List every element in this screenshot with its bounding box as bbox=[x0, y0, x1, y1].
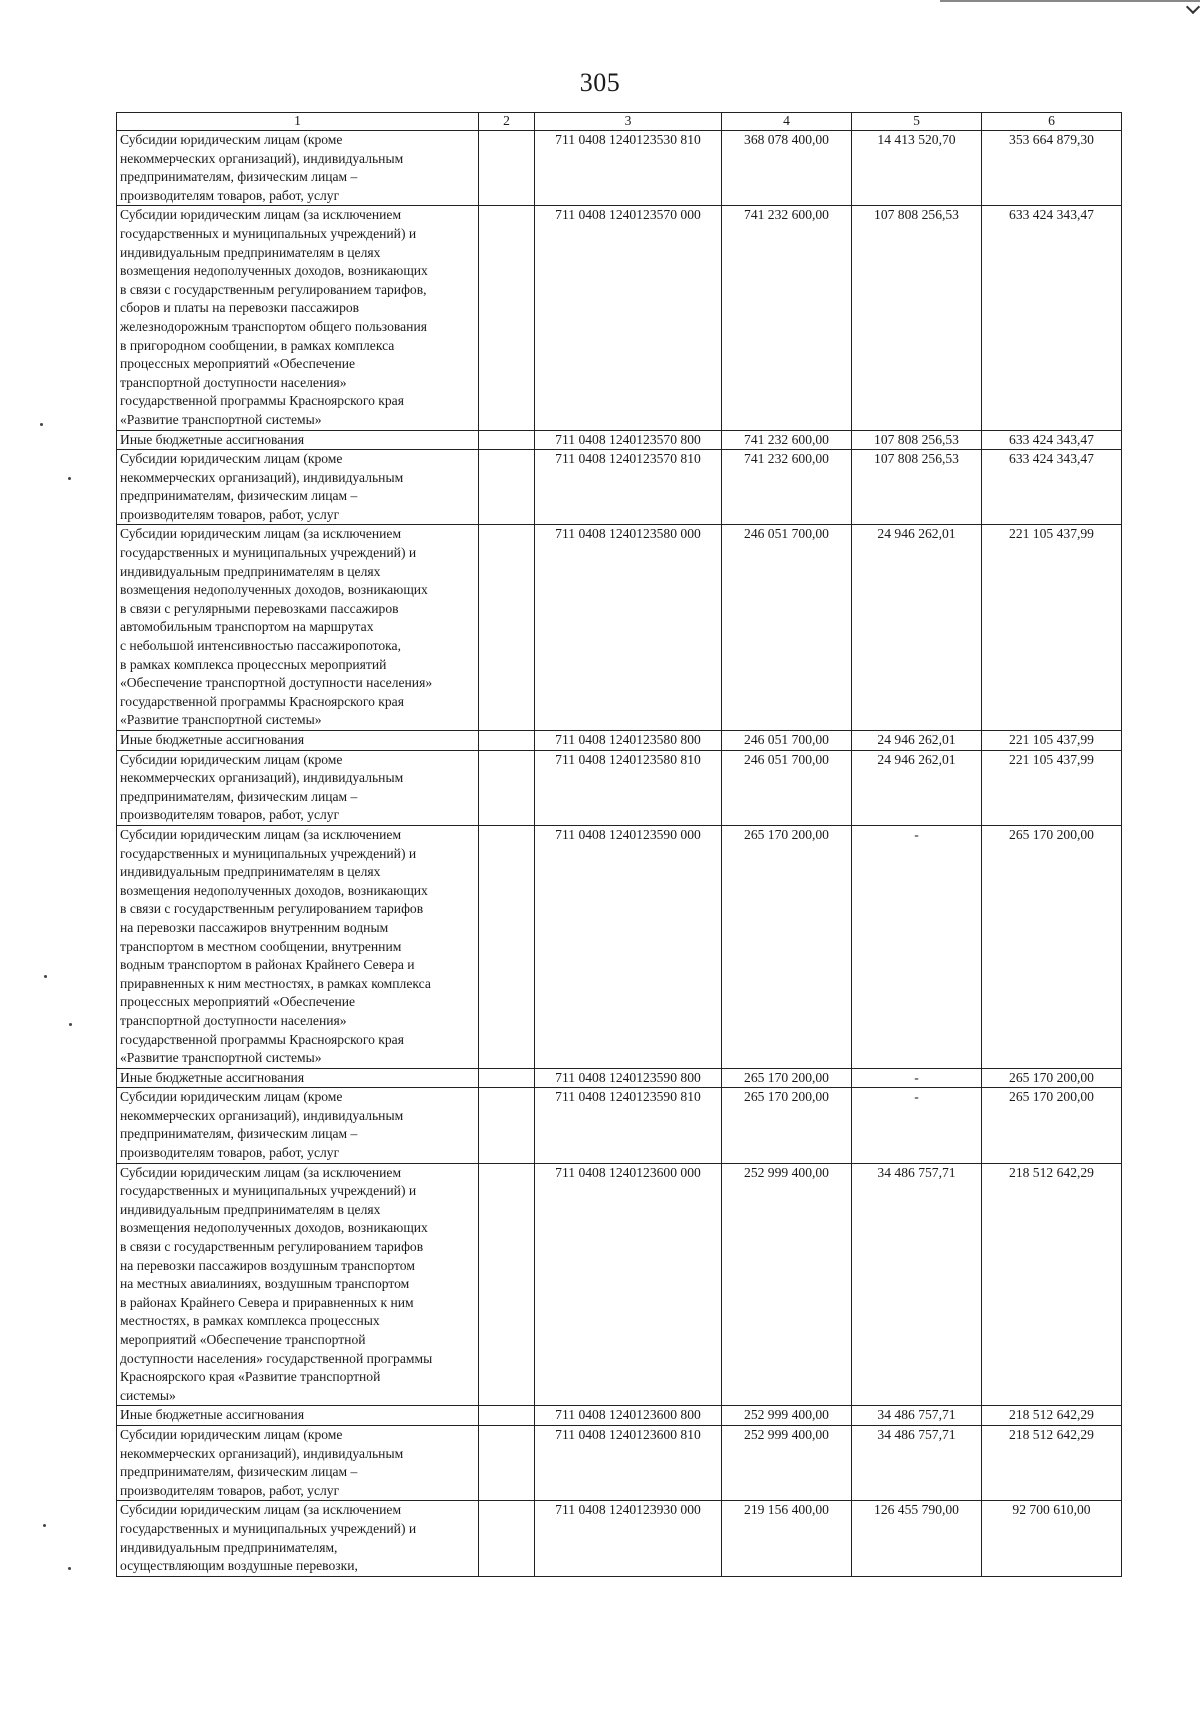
header-col-4: 4 bbox=[722, 113, 852, 131]
row-remaining-amount: 218 512 642,29 bbox=[982, 1425, 1122, 1500]
row-budget-code: 711 0408 1240123590 810 bbox=[535, 1088, 722, 1163]
scan-speck bbox=[44, 975, 47, 978]
description-line: некоммерческих организаций), индивидуальным bbox=[120, 770, 404, 786]
header-row bbox=[117, 113, 1122, 131]
description-line: транспортной доступности населения» bbox=[120, 374, 347, 390]
row-col-2 bbox=[479, 750, 535, 825]
row-col-2 bbox=[479, 1088, 535, 1163]
row-col-2 bbox=[479, 206, 535, 430]
row-approved-amount: 741 232 600,00 bbox=[722, 206, 852, 430]
description-line: процессных мероприятий «Обеспечение bbox=[120, 994, 356, 1010]
description-line: Субсидии юридическим лицам (кроме bbox=[120, 751, 343, 767]
row-remaining-amount: 265 170 200,00 bbox=[982, 825, 1122, 1068]
table-row bbox=[117, 1425, 1122, 1500]
row-description bbox=[117, 1406, 479, 1426]
row-remaining-amount: 633 424 343,47 bbox=[982, 450, 1122, 525]
table-row bbox=[117, 825, 1122, 1068]
row-budget-code: 711 0408 1240123580 810 bbox=[535, 750, 722, 825]
description-line: «Развитие транспортной системы» bbox=[120, 712, 322, 728]
table-row bbox=[117, 450, 1122, 525]
row-col-2 bbox=[479, 131, 535, 206]
description-line: Субсидии юридическим лицам (кроме bbox=[120, 1426, 343, 1442]
row-budget-code: 711 0408 1240123530 810 bbox=[535, 131, 722, 206]
row-description bbox=[117, 131, 479, 206]
row-description bbox=[117, 206, 479, 430]
row-approved-amount: 368 078 400,00 bbox=[722, 131, 852, 206]
row-budget-code: 711 0408 1240123600 810 bbox=[535, 1425, 722, 1500]
description-line: Иные бюджетные ассигнования bbox=[120, 732, 305, 747]
description-line: индивидуальным предпринимателям в целях bbox=[120, 864, 381, 880]
description-line: некоммерческих организаций), индивидуальным bbox=[120, 1107, 404, 1123]
row-executed-amount: 34 486 757,71 bbox=[852, 1163, 982, 1406]
row-approved-amount: 741 232 600,00 bbox=[722, 450, 852, 525]
header-col-2: 2 bbox=[479, 113, 535, 131]
description-line: Субсидии юридическим лицам (кроме bbox=[120, 451, 343, 467]
description-line: осуществляющим воздушные перевозки, bbox=[120, 1558, 358, 1574]
row-remaining-amount: 265 170 200,00 bbox=[982, 1068, 1122, 1088]
row-executed-amount: 107 808 256,53 bbox=[852, 206, 982, 430]
row-executed-amount: - bbox=[852, 1068, 982, 1088]
description-line: в пригородном сообщении, в рамках комплекса bbox=[120, 337, 395, 353]
description-line: государственных и муниципальных учреждений) и bbox=[120, 845, 417, 861]
row-budget-code: 711 0408 1240123570 810 bbox=[535, 450, 722, 525]
header-col-5: 5 bbox=[852, 113, 982, 131]
description-line: предпринимателям, физическим лицам – bbox=[120, 169, 358, 185]
description-line: индивидуальным предпринимателям в целях bbox=[120, 1201, 381, 1217]
description-line: государственных и муниципальных учреждений) и bbox=[120, 1183, 417, 1199]
row-remaining-amount: 218 512 642,29 bbox=[982, 1406, 1122, 1426]
description-line: государственных и муниципальных учреждений) и bbox=[120, 225, 417, 241]
row-approved-amount: 246 051 700,00 bbox=[722, 525, 852, 731]
page-number: 305 bbox=[579, 68, 621, 97]
description-line: Субсидии юридическим лицам (за исключением bbox=[120, 826, 402, 842]
header-col-6: 6 bbox=[982, 113, 1122, 131]
row-approved-amount: 246 051 700,00 bbox=[722, 750, 852, 825]
row-col-2 bbox=[479, 450, 535, 525]
description-line: в рамках комплекса процессных мероприятий bbox=[120, 656, 387, 672]
row-col-2 bbox=[479, 1406, 535, 1426]
description-line: производителям товаров, работ, услуг bbox=[120, 1482, 340, 1498]
scan-speck bbox=[68, 477, 71, 480]
table-row bbox=[117, 750, 1122, 825]
row-executed-amount: - bbox=[852, 1088, 982, 1163]
row-executed-amount: 34 486 757,71 bbox=[852, 1406, 982, 1426]
header-col-1: 1 bbox=[117, 113, 479, 131]
description-line: некоммерческих организаций), индивидуальным bbox=[120, 469, 404, 485]
description-line: транспортной доступности населения» bbox=[120, 1012, 347, 1028]
row-approved-amount: 252 999 400,00 bbox=[722, 1406, 852, 1426]
row-col-2 bbox=[479, 825, 535, 1068]
row-budget-code: 711 0408 1240123930 000 bbox=[535, 1501, 722, 1576]
description-line: Иные бюджетные ассигнования bbox=[120, 1407, 305, 1423]
row-executed-amount: 126 455 790,00 bbox=[852, 1501, 982, 1576]
row-budget-code: 711 0408 1240123580 800 bbox=[535, 731, 722, 751]
row-executed-amount: 14 413 520,70 bbox=[852, 131, 982, 206]
table-header bbox=[117, 113, 1122, 131]
row-remaining-amount: 633 424 343,47 bbox=[982, 430, 1122, 450]
row-col-2 bbox=[479, 1501, 535, 1576]
description-line: государственных и муниципальных учреждений) и bbox=[120, 1520, 417, 1536]
description-line: «Развитие транспортной системы» bbox=[120, 1050, 322, 1066]
row-approved-amount: 265 170 200,00 bbox=[722, 1088, 852, 1163]
description-line: производителям товаров, работ, услуг bbox=[120, 506, 340, 522]
description-line: возмещения недополученных доходов, возникающих bbox=[120, 1220, 428, 1236]
scan-corner-mark bbox=[1186, 0, 1200, 14]
description-line: производителям товаров, работ, услуг bbox=[120, 807, 340, 823]
description-line: возмещения недополученных доходов, возникающих bbox=[120, 582, 428, 598]
row-description bbox=[117, 1088, 479, 1163]
row-remaining-amount: 218 512 642,29 bbox=[982, 1163, 1122, 1406]
row-approved-amount: 265 170 200,00 bbox=[722, 1068, 852, 1088]
description-line: в связи с государственным регулированием тарифов, bbox=[120, 281, 427, 297]
description-line: возмещения недополученных доходов, возникающих bbox=[120, 263, 428, 279]
description-line: предпринимателям, физическим лицам – bbox=[120, 788, 358, 804]
row-executed-amount: 24 946 262,01 bbox=[852, 750, 982, 825]
row-col-2 bbox=[479, 1425, 535, 1500]
table-row bbox=[117, 1501, 1122, 1576]
row-executed-amount: 107 808 256,53 bbox=[852, 450, 982, 525]
description-line: Иные бюджетные ассигнования bbox=[120, 1069, 305, 1085]
table-row bbox=[117, 1163, 1122, 1406]
description-line: некоммерческих организаций), индивидуальным bbox=[120, 150, 404, 166]
description-line: производителям товаров, работ, услуг bbox=[120, 1145, 340, 1161]
description-line: государственной программы Красноярского края bbox=[120, 693, 404, 709]
row-description bbox=[117, 450, 479, 525]
description-line: в связи с государственным регулированием тарифов bbox=[120, 1239, 424, 1255]
table-row bbox=[117, 1088, 1122, 1163]
description-line: с небольшой интенсивностью пассажиропотока, bbox=[120, 638, 401, 654]
row-description bbox=[117, 1501, 479, 1576]
row-col-2 bbox=[479, 430, 535, 450]
description-line: приравненных к ним местностях, в рамках комплекса bbox=[120, 975, 431, 991]
description-line: системы» bbox=[120, 1387, 176, 1403]
description-line: Субсидии юридическим лицам (за исключением bbox=[120, 207, 402, 223]
row-remaining-amount: 353 664 879,30 bbox=[982, 131, 1122, 206]
row-approved-amount: 741 232 600,00 bbox=[722, 430, 852, 450]
description-line: доступности населения» государственной программы bbox=[120, 1350, 433, 1366]
row-budget-code: 711 0408 1240123580 000 bbox=[535, 525, 722, 731]
row-approved-amount: 252 999 400,00 bbox=[722, 1163, 852, 1406]
row-col-2 bbox=[479, 525, 535, 731]
description-line: Субсидии юридическим лицам (за исключением bbox=[120, 1502, 402, 1518]
row-description bbox=[117, 1163, 479, 1406]
row-description bbox=[117, 825, 479, 1068]
description-line: Субсидии юридическим лицам (кроме bbox=[120, 132, 343, 147]
description-line: Субсидии юридическим лицам (кроме bbox=[120, 1089, 343, 1105]
row-remaining-amount: 221 105 437,99 bbox=[982, 750, 1122, 825]
row-executed-amount: 24 946 262,01 bbox=[852, 731, 982, 751]
description-line: Иные бюджетные ассигнования bbox=[120, 431, 305, 447]
row-budget-code: 711 0408 1240123600 000 bbox=[535, 1163, 722, 1406]
description-line: «Развитие транспортной системы» bbox=[120, 411, 322, 427]
description-line: индивидуальным предпринимателям в целях bbox=[120, 244, 381, 260]
row-col-2 bbox=[479, 1068, 535, 1088]
row-description bbox=[117, 430, 479, 450]
row-approved-amount: 252 999 400,00 bbox=[722, 1425, 852, 1500]
row-description bbox=[117, 731, 479, 751]
scan-speck bbox=[68, 1567, 71, 1570]
description-line: Субсидии юридическим лицам (за исключением bbox=[120, 526, 402, 542]
scan-edge bbox=[940, 0, 1200, 2]
scan-speck bbox=[40, 423, 43, 426]
row-remaining-amount: 92 700 610,00 bbox=[982, 1501, 1122, 1576]
description-line: в связи с государственным регулированием тарифов bbox=[120, 901, 424, 917]
description-line: железнодорожным транспортом общего пользования bbox=[120, 318, 427, 334]
row-description bbox=[117, 750, 479, 825]
row-executed-amount: - bbox=[852, 825, 982, 1068]
description-line: индивидуальным предпринимателям в целях bbox=[120, 563, 381, 579]
row-remaining-amount: 221 105 437,99 bbox=[982, 525, 1122, 731]
description-line: местностях, в рамках комплекса процессных bbox=[120, 1313, 380, 1329]
description-line: на местных авиалиниях, воздушным транспортом bbox=[120, 1276, 410, 1292]
row-description bbox=[117, 1068, 479, 1088]
description-line: сборов и платы на перевозки пассажиров bbox=[120, 300, 360, 316]
description-line: мероприятий «Обеспечение транспортной bbox=[120, 1332, 366, 1347]
description-line: процессных мероприятий «Обеспечение bbox=[120, 356, 356, 372]
description-line: возмещения недополученных доходов, возникающих bbox=[120, 882, 428, 898]
description-line: государственных и муниципальных учреждений) и bbox=[120, 545, 417, 561]
row-budget-code: 711 0408 1240123600 800 bbox=[535, 1406, 722, 1426]
table-row bbox=[117, 131, 1122, 206]
header-col-3: 3 bbox=[535, 113, 722, 131]
scan-speck bbox=[69, 1023, 72, 1026]
row-remaining-amount: 633 424 343,47 bbox=[982, 206, 1122, 430]
table-row bbox=[117, 206, 1122, 430]
table-row bbox=[117, 1068, 1122, 1088]
row-executed-amount: 24 946 262,01 bbox=[852, 525, 982, 731]
description-line: предпринимателям, физическим лицам – bbox=[120, 1464, 358, 1480]
description-line: государственной программы Красноярского края bbox=[120, 1031, 404, 1047]
description-line: предпринимателям, физическим лицам – bbox=[120, 1126, 358, 1142]
scan-speck bbox=[43, 1524, 46, 1527]
description-line: индивидуальным предпринимателям, bbox=[120, 1539, 338, 1555]
description-line: на перевозки пассажиров воздушным транспортом bbox=[120, 1257, 415, 1273]
description-line: некоммерческих организаций), индивидуальным bbox=[120, 1445, 404, 1461]
description-line: Красноярского края «Развитие транспортной bbox=[120, 1369, 381, 1385]
description-line: в связи с регулярными перевозками пассажиров bbox=[120, 600, 399, 616]
row-approved-amount: 246 051 700,00 bbox=[722, 731, 852, 751]
budget-table bbox=[116, 112, 1122, 1577]
description-line: предпринимателям, физическим лицам – bbox=[120, 488, 358, 504]
description-line: Субсидии юридическим лицам (за исключением bbox=[120, 1164, 402, 1180]
table-row bbox=[117, 1406, 1122, 1426]
row-approved-amount: 265 170 200,00 bbox=[722, 825, 852, 1068]
row-budget-code: 711 0408 1240123590 000 bbox=[535, 825, 722, 1068]
row-col-2 bbox=[479, 1163, 535, 1406]
row-budget-code: 711 0408 1240123570 000 bbox=[535, 206, 722, 430]
table-row bbox=[117, 430, 1122, 450]
description-line: автомобильным транспортом на маршрутах bbox=[120, 619, 374, 635]
row-budget-code: 711 0408 1240123570 800 bbox=[535, 430, 722, 450]
row-approved-amount: 219 156 400,00 bbox=[722, 1501, 852, 1576]
table-row bbox=[117, 525, 1122, 731]
description-line: «Обеспечение транспортной доступности населения» bbox=[120, 675, 433, 691]
row-remaining-amount: 221 105 437,99 bbox=[982, 731, 1122, 751]
table-row bbox=[117, 731, 1122, 751]
row-remaining-amount: 265 170 200,00 bbox=[982, 1088, 1122, 1163]
description-line: водным транспортом в районах Крайнего Севера и bbox=[120, 957, 415, 973]
description-line: на перевозки пассажиров внутренним водным bbox=[120, 919, 389, 935]
row-executed-amount: 107 808 256,53 bbox=[852, 430, 982, 450]
description-line: в районах Крайнего Севера и приравненных к ним bbox=[120, 1294, 414, 1310]
table-body bbox=[117, 131, 1122, 1577]
description-line: производителям товаров, работ, услуг bbox=[120, 187, 340, 203]
description-line: государственной программы Красноярского края bbox=[120, 393, 404, 409]
row-budget-code: 711 0408 1240123590 800 bbox=[535, 1068, 722, 1088]
row-description bbox=[117, 1425, 479, 1500]
row-executed-amount: 34 486 757,71 bbox=[852, 1425, 982, 1500]
row-col-2 bbox=[479, 731, 535, 751]
row-description bbox=[117, 525, 479, 731]
description-line: транспортом в местном сообщении, внутренним bbox=[120, 938, 402, 954]
